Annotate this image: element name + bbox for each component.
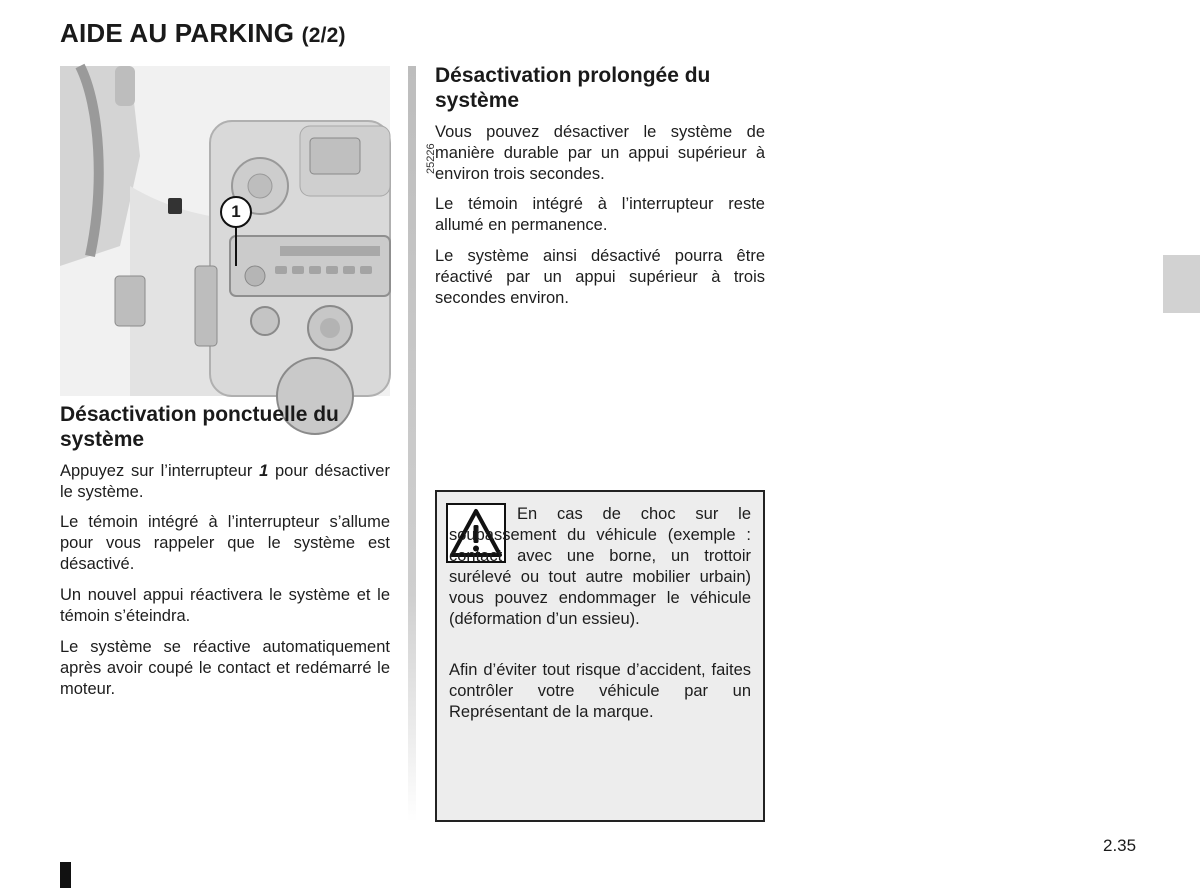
paragraph-auto-reactivate: Le système se réactive automatiquement après avoir coupé le contact et redémarré le moteur. [60,638,390,698]
corner-mark [60,862,71,888]
section-thumb-tab [1163,255,1200,313]
paragraph-press-switch-end: pour désactiver le système. [60,462,390,501]
dashboard-drawing [60,66,390,396]
page-number: 2.35 [1103,836,1137,855]
switch-reference: 1 [259,462,269,480]
callout-marker-1: 1 [220,196,252,228]
paragraph-reactivation: Le système ainsi désactivé pourra être réactivé par un appui supérieur à trois secondes environ. [435,247,765,307]
page-title [60,18,346,49]
paragraph-reactivate: Un nouvel appui réactivera le système et le témoin s’éteindra. [60,586,390,625]
figure-reference-number: 25226 [425,143,437,174]
column-divider [408,66,416,822]
warning-text-impact: En cas de choc sur le soubassement du véhicule (exemple : contact avec une borne, un trottoir surélevé ou tout autre mobilier urbain) vous pouvez endommager le véhicule (déformation d’un essieu). [449,505,751,628]
heading-temporary-deactivation: Désactivation ponctuelle du système [60,403,339,451]
paragraph-indicator-lights: Le témoin intégré à l’interrupteur s’allume pour vous rappeler que le système est désactivé. [60,513,390,573]
page-title-part: (2/2) [301,24,346,47]
warning-text-check: Afin d’éviter tout risque d’accident, faites contrôler votre véhicule par un Représentant de la marque. [449,661,751,721]
paragraph-press-switch [60,461,390,503]
paragraph-durable-deactivation: Vous pouvez désactiver le système de manière durable par un appui supérieur à environ trois secondes. [435,123,765,183]
paragraph-press-switch-start: Appuyez sur l’interrupteur [60,462,260,480]
page-title-text: AIDE AU PARKING [60,18,295,48]
dashboard-illustration [60,66,437,396]
callout-leader-line [235,226,237,266]
heading-prolonged-deactivation: Désactivation prolongée du système [435,64,711,112]
paragraph-indicator-stays-on: Le témoin intégré à l’interrupteur reste allumé en permanence. [435,195,765,234]
